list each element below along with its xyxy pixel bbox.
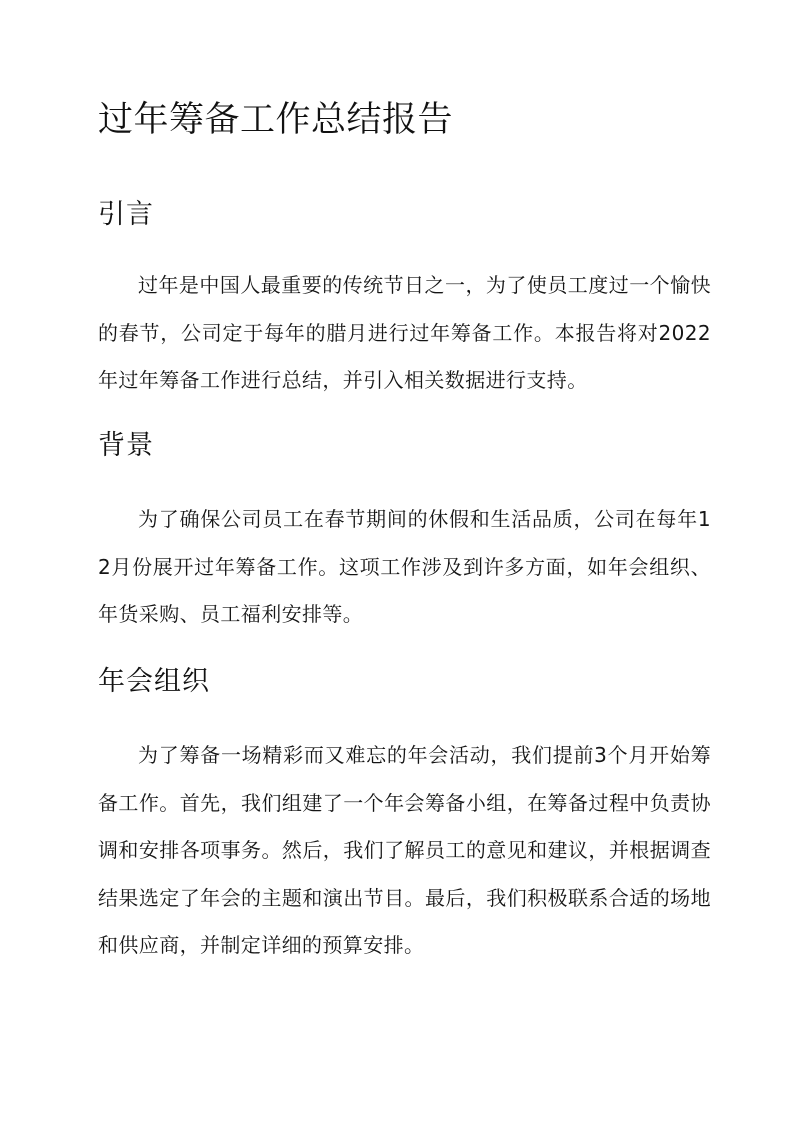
section-heading-introduction: 引言 — [98, 199, 154, 230]
section-heading-background: 背景 — [98, 430, 154, 461]
section-heading-annual-meeting: 年会组织 — [98, 666, 210, 697]
section-paragraph-annual-meeting: 为了筹备一场精彩而又难忘的年会活动，我们提前3个月开始筹备工作。首先，我们组建了一个年会筹备小组，在筹备过程中负责协调和安排各项事务。然后，我们了解员工的意见和建议，并根据调查结果选定了年会的主题和演出节目。最后，我们积极联系合适的场地和供应商，并制定详细的预算安排。 — [98, 743, 711, 957]
section-paragraph-introduction: 过年是中国人最重要的传统节日之一，为了使员工度过一个愉快的春节，公司定于每年的腊月进行过年筹备工作。本报告将对2022年过年筹备工作进行总结，并引入相关数据进行支持。 — [98, 273, 711, 392]
section-paragraph-background: 为了确保公司员工在春节期间的休假和生活品质，公司在每年12月份展开过年筹备工作。这项工作涉及到许多方面，如年会组织、年货采购、员工福利安排等。 — [98, 507, 711, 626]
document-title: 过年筹备工作总结报告 — [98, 100, 454, 140]
